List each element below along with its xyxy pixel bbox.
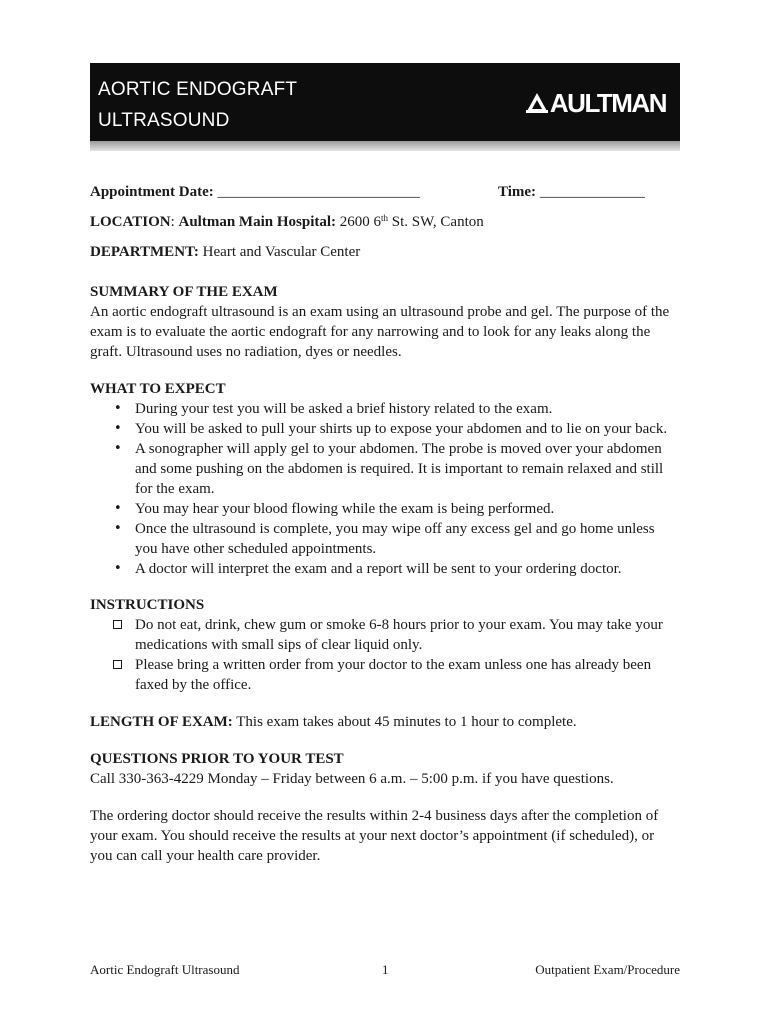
document-header [90,63,680,141]
location-row [90,212,680,232]
address-number: 2600 6 [339,214,382,230]
appointment-row [90,182,680,202]
list-item: • During your test you will be asked a brief history related to the exam. [90,399,680,419]
header-shadow-divider [90,141,680,151]
department-label: DEPARTMENT: [90,244,199,260]
what-to-expect-heading: WHAT TO EXPECT [90,381,226,397]
instructions-list [90,615,680,695]
list-item: • A doctor will interpret the exam and a report will be sent to your ordering doctor. [90,559,680,579]
questions-heading: QUESTIONS PRIOR TO YOUR TEST [90,751,344,767]
checkbox-icon [113,660,122,669]
address-suffix: th [381,213,389,223]
instruction-text: Please bring a written order from your doctor to the exam unless one has already been faxed by the office. [135,657,652,693]
checkbox-icon [113,620,122,629]
results-text: The ordering doctor should receive the results within 2-4 business days after the completion of your exam. You should receive the results at your next doctor’s appointment (if scheduled), or you can call your health care provider. [90,808,659,864]
logo-text: AULTMAN [549,88,666,118]
page-number: 1 [382,962,389,977]
list-item: • Once the ultrasound is complete, you may wipe off any excess gel and go home unless you have other scheduled appointments. [90,519,680,559]
footer-document-title: Aortic Endograft Ultrasound [90,962,240,977]
questions-text: Call 330-363-4229 Monday – Friday between 6 a.m. – 5:00 p.m. if you have questions. [90,771,614,787]
appointment-date-label: Appointment Date: [90,184,214,200]
instruction-text: Do not eat, drink, chew gum or smoke 6-8 hours prior to your exam. You may take your medications with small sips of clear liquid only. [135,617,663,653]
appointment-date-blank: ___________________________ [217,184,420,200]
instructions-heading: INSTRUCTIONS [90,597,205,613]
list-item: • You will be asked to pull your shirts up to expose your abdomen and to lie on your back. [90,419,680,439]
time-label: Time: [498,184,537,200]
department-row [90,242,680,262]
address-rest: St. SW, Canton [388,214,484,230]
instruction-item [90,615,680,655]
summary-heading: SUMMARY OF THE EXAM [90,284,278,300]
instruction-item [90,655,680,695]
location-label: LOCATION [90,214,171,230]
hospital-name: Aultman Main Hospital: [178,214,337,230]
document-body [90,182,680,866]
document-title [98,74,297,136]
title-line-1: AORTIC ENDOGRAFT [98,79,298,100]
list-item: • You may hear your blood flowing while the exam is being performed. [90,499,680,519]
aultman-logo [526,90,666,116]
what-to-expect-list [90,399,680,579]
time-blank: ______________ [539,184,645,200]
length-of-exam [90,712,680,732]
title-line-2: ULTRASOUND [98,110,230,131]
summary-text: An aortic endograft ultrasound is an exam using an ultrasound probe and gel. The purpose of the exam is to evaluate the aortic endograft for any narrowing and to look for any leaks along the graft. Ultrasound uses no radiation, dyes or needles. [90,304,670,360]
aultman-logo-icon [526,93,548,113]
length-text: This exam takes about 45 minutes to 1 hour to complete. [236,714,577,730]
location-colon: : [170,214,175,230]
footer-category: Outpatient Exam/Procedure [535,962,680,977]
list-item: • A sonographer will apply gel to your abdomen. The probe is moved over your abdomen and some pushing on the abdomen is required. It is important to remain relaxed and still for the exam. [90,439,680,499]
department-value: Heart and Vascular Center [202,244,361,260]
time-field [498,182,645,202]
length-label: LENGTH OF EXAM: [90,714,233,730]
